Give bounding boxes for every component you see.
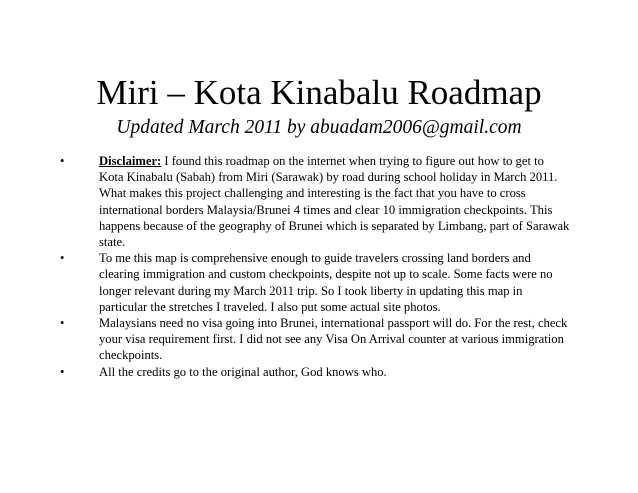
bullet-icon: • [60, 154, 65, 168]
bullet-item-map-scope [60, 250, 570, 315]
bullet-icon: • [60, 251, 65, 266]
bullet-text: Malaysians need no visa going into Brunei, international passport will do. For the rest, check your visa requirement first. I did not see any Visa On Arrival counter at various immigration checkpoints. [99, 316, 568, 363]
bullet-item-disclaimer [60, 153, 570, 250]
disclaimer-label: Disclaimer: [99, 154, 162, 168]
bullet-text: All the credits go to the original author, God knows who. [99, 364, 387, 379]
bullet-item-visa [60, 315, 570, 364]
slide-title: Miri – Kota Kinabalu Roadmap [96, 73, 542, 112]
bullet-item-credits [60, 364, 570, 380]
bullet-text [99, 153, 570, 250]
bullet-icon: • [60, 316, 65, 331]
slide-subtitle: Updated March 2011 by abuadam2006@gmail.com [116, 117, 522, 138]
disclaimer-text: I found this roadmap on the internet when trying to figure out how to get to Kota Kinabalu (Sabah) from Miri (Sarawak) by road during school holiday in March 2011. What makes this project challenging and interesting is the fact that you have to cross international borders Malaysia/Brunei 4 times and clear 10 immigration checkpoints. This happens because of the geography of Brunei which is separated by Limbang, part of Sarawak state. [99, 154, 570, 250]
bullet-list [60, 153, 570, 380]
bullet-icon: • [60, 364, 65, 379]
bullet-text: To me this map is comprehensive enough to guide travelers crossing land borders and clearing immigration and custom checkpoints, despite not up to scale. Some facts were no longer relevant during my March 2011 trip. So I took liberty in updating this map in particular the stretches I traveled. I also put some actual site photos. [99, 251, 553, 314]
